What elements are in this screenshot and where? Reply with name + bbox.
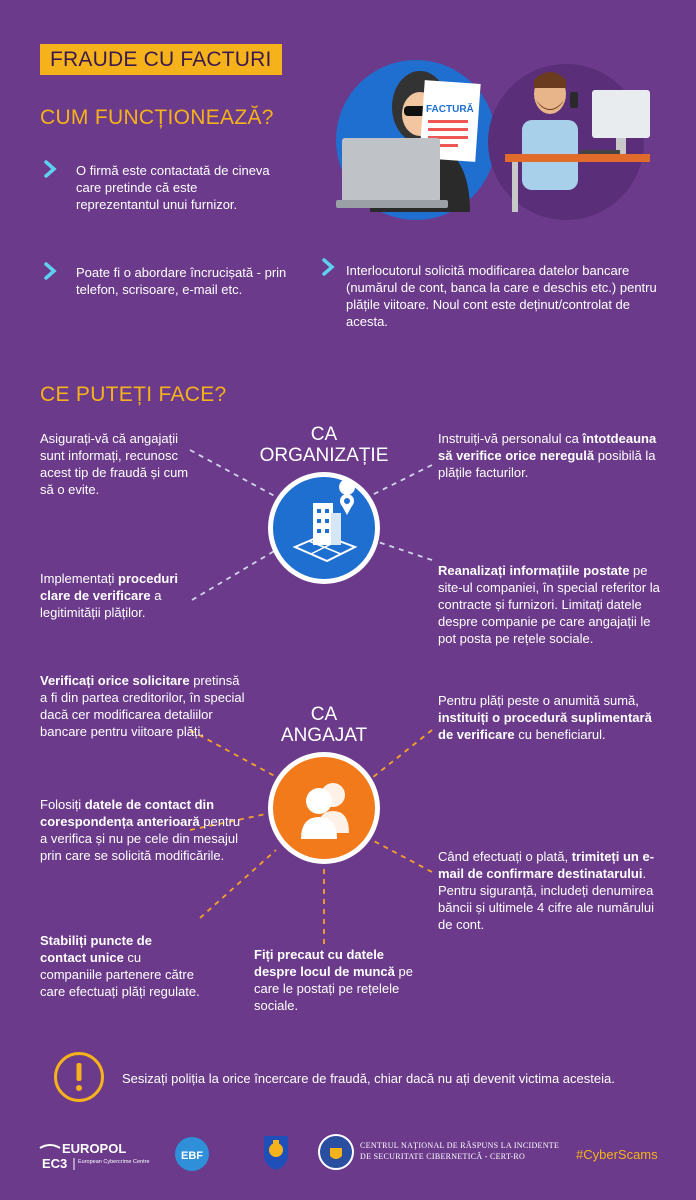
org-icon bbox=[268, 472, 380, 584]
building-location-icon bbox=[273, 477, 375, 579]
emp-tip-b: Pentru plăți peste o anumită sumă, instituiți o procedură suplimentară de verificare cu beneficiarul. bbox=[438, 693, 652, 742]
employee-icon bbox=[268, 752, 380, 864]
chevron-right-icon bbox=[320, 258, 338, 276]
employee-title bbox=[254, 704, 394, 746]
org-tip-top-right: Instruiți-vă personalul ca întotdeauna să verifice orice neregulă posibilă la plățile facturilor. bbox=[438, 431, 657, 480]
hero-illustration bbox=[330, 42, 660, 220]
org-title-line2: ORGANIZAȚIE bbox=[259, 445, 389, 466]
warning-icon bbox=[54, 1052, 104, 1102]
chevron-right-icon bbox=[42, 262, 60, 280]
ec3-subtitle: European Cybercrime Centre bbox=[78, 1159, 150, 1165]
employee-title-line2: ANGAJAT bbox=[280, 725, 368, 746]
hashtag[interactable]: #CyberScams bbox=[576, 1147, 658, 1162]
invoice-label: FACTURĂ bbox=[426, 104, 474, 115]
alert-text: Sesizați poliția la orice încercare de fraudă, chiar dacă nu ați devenit victima acesteia. bbox=[122, 1071, 615, 1086]
org-title bbox=[254, 424, 394, 466]
emp-tip-e: Stabiliți puncte de contact unice cu companiile partenere către care efectuați plăți regulate. bbox=[40, 933, 200, 999]
europol-logo bbox=[38, 1140, 150, 1172]
org-tip-top-left: Asigurați-vă că angajații sunt informați, recunosc acest tip de fraudă și cum să o evite. bbox=[40, 431, 189, 497]
emp-tip-a: Verificați orice solicitare pretinsă a fi din partea creditorilor, în special dacă cer modificarea detaliilor bancare pentru viitoare plăți. bbox=[40, 673, 245, 739]
ebf-wordmark: EBF bbox=[181, 1150, 203, 1162]
org-title-line1: CA bbox=[310, 424, 338, 445]
org-tip-bottom-left: Implementați proceduri clare de verificare a legitimității plăților. bbox=[40, 571, 179, 620]
europol-wordmark: EUROPOL bbox=[62, 1141, 127, 1156]
emp-tip-d: Când efectuați o plată, trimiteți un e-mail de confirmare destinatarului. Pentru siguranță, includeți denumirea băncii și ultimele 4 cifre ale numărului de cont. bbox=[438, 849, 655, 932]
ebf-logo bbox=[168, 1132, 218, 1182]
chevron-right-icon bbox=[42, 160, 60, 178]
users-icon bbox=[273, 757, 375, 859]
how-it-works-heading: CUM FUNCȚIONEAZĂ? bbox=[40, 106, 274, 129]
government-seal-icon bbox=[318, 1134, 354, 1170]
how-item-1: O firmă este contactată de cineva care pretinde că este reprezentantul unui furnizor. bbox=[76, 163, 270, 212]
employee-title-line1: CA bbox=[310, 704, 338, 725]
how-item-3: Interlocutorul solicită modificarea datelor bancare (numărul de cont, banca la care e deschis etc.) pentru plățile viitoare. Noul cont este deținut/controlat de acesta. bbox=[346, 263, 657, 329]
what-you-can-do-heading: CE PUTEȚI FACE? bbox=[40, 383, 227, 406]
page-title: FRAUDE CU FACTURI bbox=[40, 44, 282, 75]
police-crest-icon bbox=[260, 1132, 292, 1172]
how-item-2: Poate fi o abordare încrucișată - prin telefon, scrisoare, e-mail etc. bbox=[76, 265, 287, 297]
cert-ro-label bbox=[360, 1140, 570, 1162]
cert-line-2: DE SECURITATE CIBERNETICĂ - CERT-RO bbox=[360, 1152, 526, 1161]
cert-line-1: CENTRUL NAȚIONAL DE RĂSPUNS LA INCIDENTE bbox=[360, 1141, 560, 1150]
emp-tip-c: Folosiți datele de contact din corespondența anterioară pentru a verifica și nu pe cele din mesajul prin care se solicită modificările. bbox=[40, 797, 241, 863]
emp-tip-f: Fiți precaut cu datele despre locul de muncă pe care le postați pe rețelele sociale. bbox=[254, 947, 413, 1013]
org-tip-bottom-right: Reanalizați informațiile postate pe site-ul companiei, în special referitor la contracte și furnizori. Limitați datele despre companie pe care angajații le pot posta pe rețele sociale. bbox=[438, 563, 660, 646]
ec3-wordmark: EC3 bbox=[42, 1156, 68, 1171]
